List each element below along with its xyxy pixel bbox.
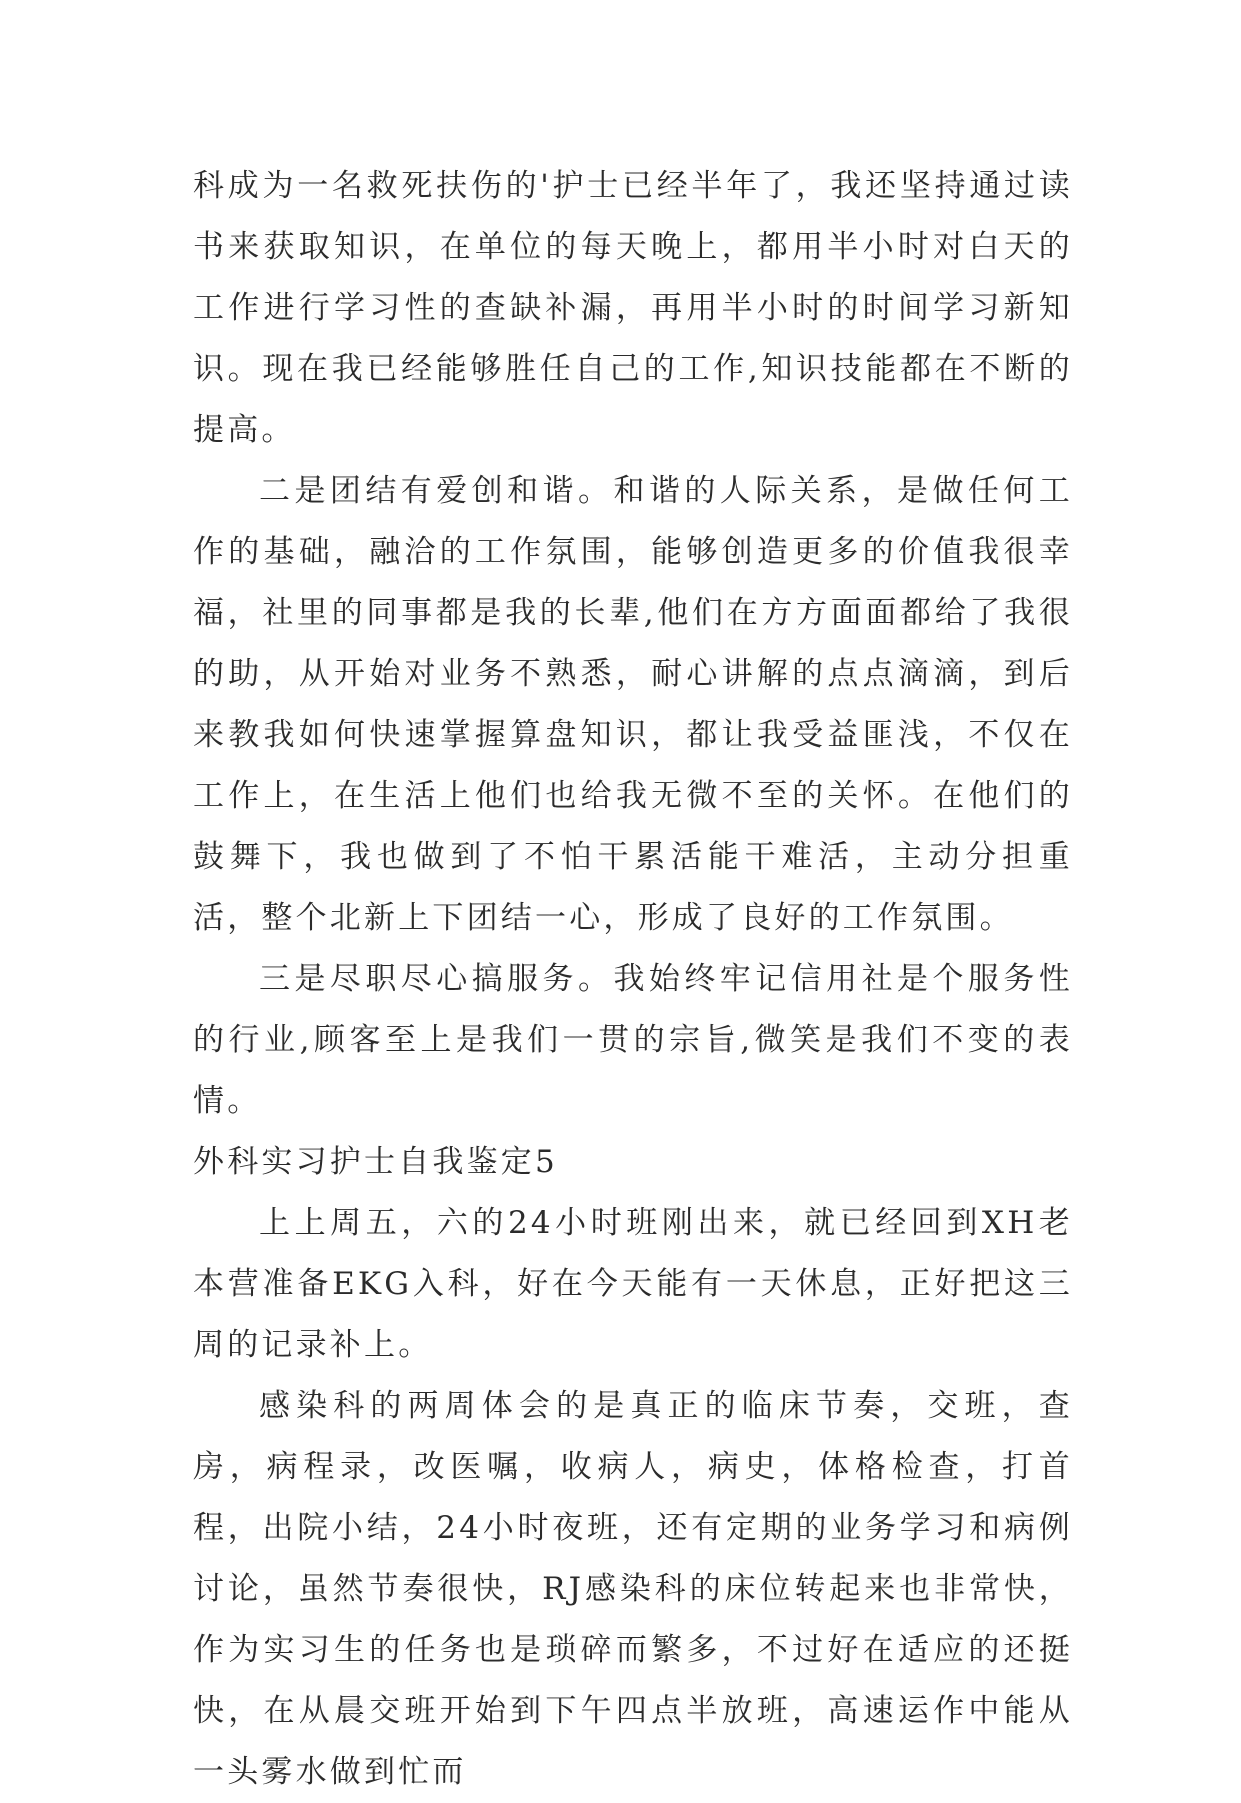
paragraph-team-harmony: 二是团结有爱创和谐。和谐的人际关系，是做任何工作的基础，融洽的工作氛围，能够创造更多的价值我很幸福，社里的同事都是我的长辈,他们在方方面面都给了我很的助，从开始对业务不熟悉，耐心讲解的点点滴滴，到后来教我如何快速掌握算盘知识，都让我受益匪浅，不仅在工作上，在生活上他们也给我无微不至的关怀。在他们的鼓舞下，我也做到了不怕干累活能干难活，主动分担重活，整个北新上下团结一心，形成了良好的工作氛围。 bbox=[193, 473, 1073, 936]
paragraph-service: 三是尽职尽心搞服务。我始终牢记信用社是个服务性的行业,顾客至上是我们一贯的宗旨,微笑是我们不变的表情。 bbox=[193, 961, 1073, 1119]
section-heading: 外科实习护士自我鉴定5 bbox=[193, 1144, 558, 1180]
document-body bbox=[193, 156, 1073, 1803]
paragraph-shift: 上上周五，六的24小时班刚出来，就已经回到XH老本营准备EKG入科，好在今天能有一天休息，正好把这三周的记录补上。 bbox=[193, 1205, 1073, 1363]
paragraph-continuation: 科成为一名救死扶伤的'护士已经半年了，我还坚持通过读书来获取知识，在单位的每天晚上，都用半小时对白天的工作进行学习性的查缺补漏，再用半小时的时间学习新知识。现在我已经能够胜任自己的工作,知识技能都在不断的提高。 bbox=[193, 168, 1073, 448]
paragraph-infection-dept: 感染科的两周体会的是真正的临床节奏，交班，查房，病程录，改医嘱，收病人，病史，体格检查，打首程，出院小结，24小时夜班，还有定期的业务学习和病例讨论，虽然节奏很快，RJ感染科的床位转起来也非常快，作为实习生的任务也是琐碎而繁多，不过好在适应的还挺快，在从晨交班开始到下午四点半放班，高速运作中能从一头雾水做到忙而 bbox=[193, 1388, 1073, 1790]
